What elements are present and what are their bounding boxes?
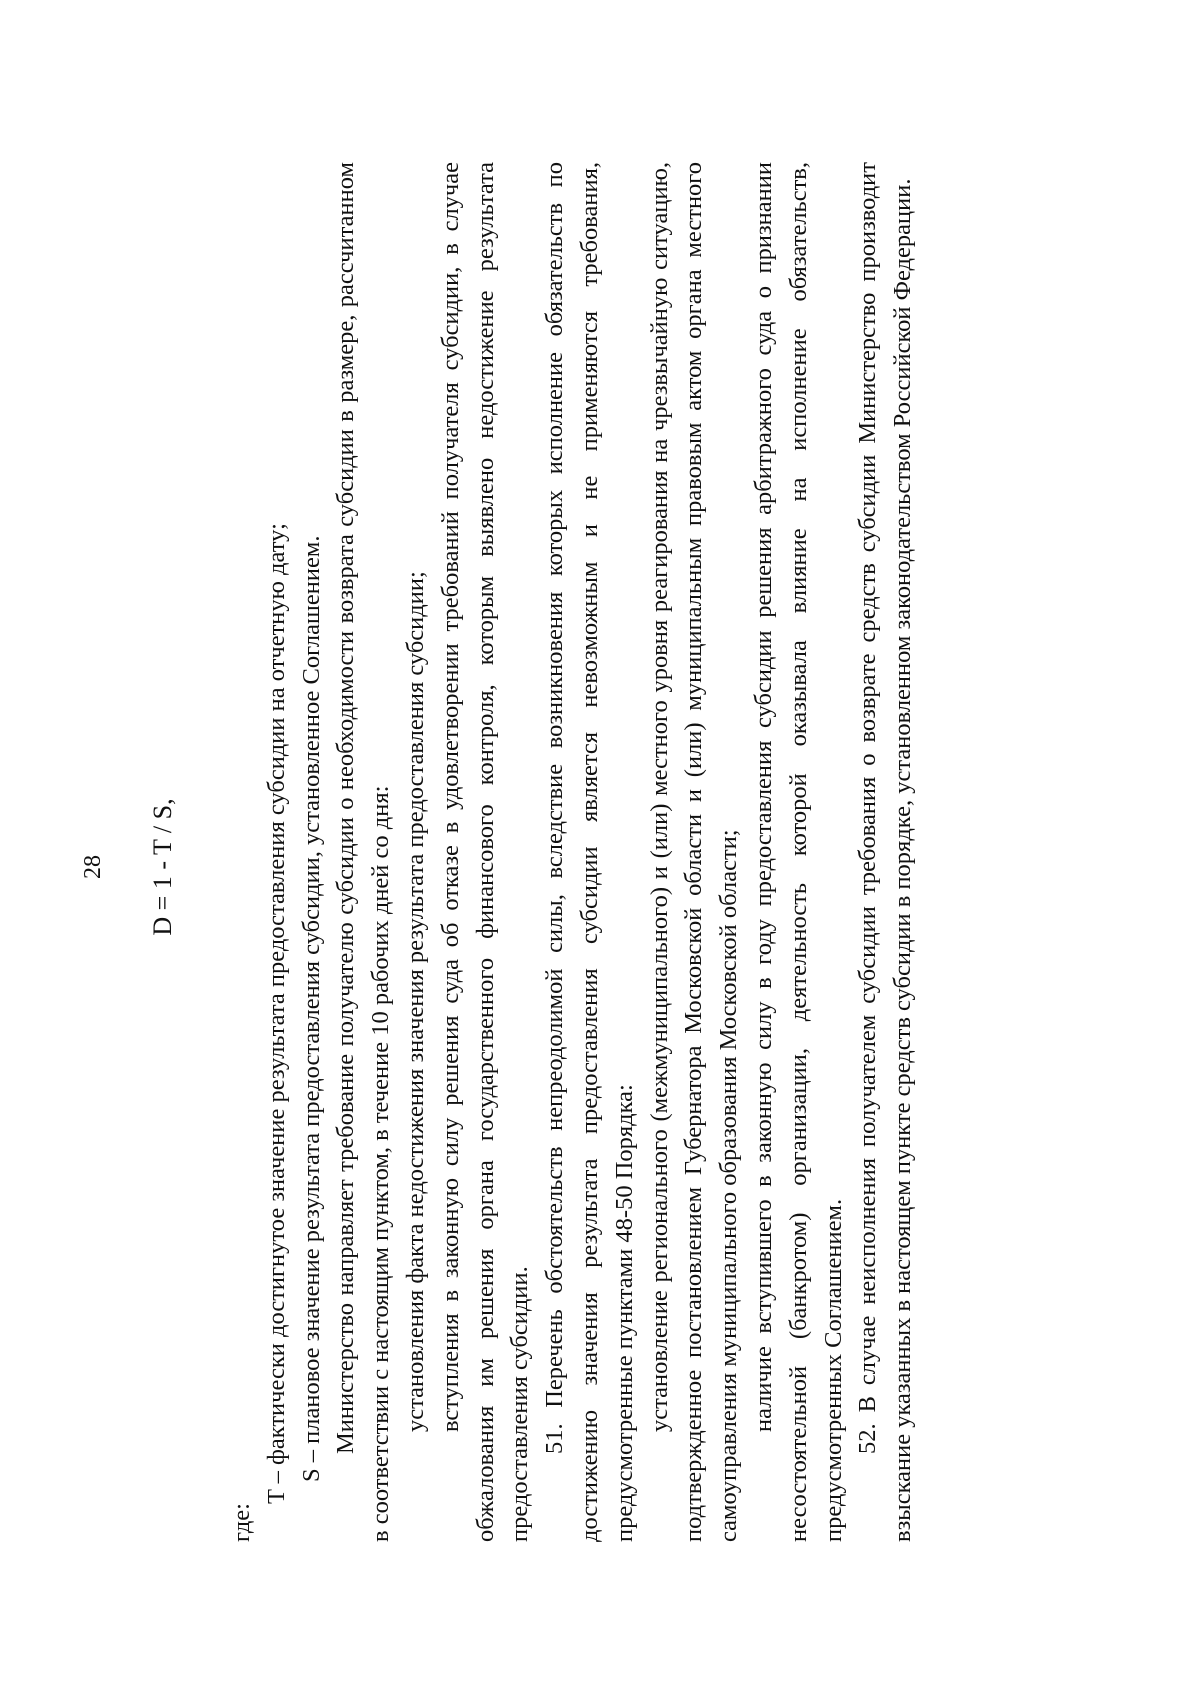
formula: D = 1 - T / S, bbox=[148, 798, 177, 936]
paragraph: наличие вступившего в законную силу в году предоставления субсидии решения арбитражного суда о признании несостоятельной (банкротом) организации, деятельность которой оказывала влияние на исполнение обязательств, предусмотренных Соглашением. bbox=[749, 162, 847, 1542]
paragraph: 52. В случае неисполнения получателем субсидии требования о возврате средств субсидии Министерство производит взыскание указанных в настоящем пункте средств субсидии в порядке, установленном законодательством Российской Федерации. bbox=[854, 162, 917, 1542]
paragraph: S – плановое значение результата предоставления субсидии, установленное Соглашением. bbox=[297, 535, 325, 1482]
document-page bbox=[0, 37, 1200, 1697]
page-number: 28 bbox=[80, 855, 106, 879]
paragraph: 51. Перечень обстоятельств непреодолимой силы, вследствие возникновения которых исполнение обязательств по достижению значения результата предоставления субсидии является невозможным и не применяются требования, предусмотренные пунктами 48-50 Порядка: bbox=[541, 162, 638, 1542]
paragraph: установления факта недостижения значения результата предоставления субсидии; bbox=[401, 571, 429, 1432]
paragraph: Министерство направляет требование получателю субсидии о необходимости возврата субсидии в размере, рассчитанном в соответствии с настоящим пунктом, в течение 10 рабочих дней со дня: bbox=[332, 162, 395, 1542]
paragraph: вступления в законную силу решения суда об отказе в удовлетворении требований получателя субсидии, в случае обжалования им решения органа государственного финансового контроля, которым выявлено недостижение результата предоставления субсидии. bbox=[436, 162, 534, 1542]
paragraph: T – фактически достигнутое значение результата предоставления субсидии на отчетную дату; bbox=[262, 523, 290, 1504]
paragraph: где: bbox=[228, 1503, 255, 1542]
document-body bbox=[225, 162, 921, 1542]
paragraph: установление регионального (межмуниципального) и (или) местного уровня реагирования на чрезвычайную ситуацию, подтвержденное постановлением Губернатора Московской области и (или) муниципальным правовым актом органа местного самоуправления муниципального образования Московской области; bbox=[645, 162, 743, 1542]
